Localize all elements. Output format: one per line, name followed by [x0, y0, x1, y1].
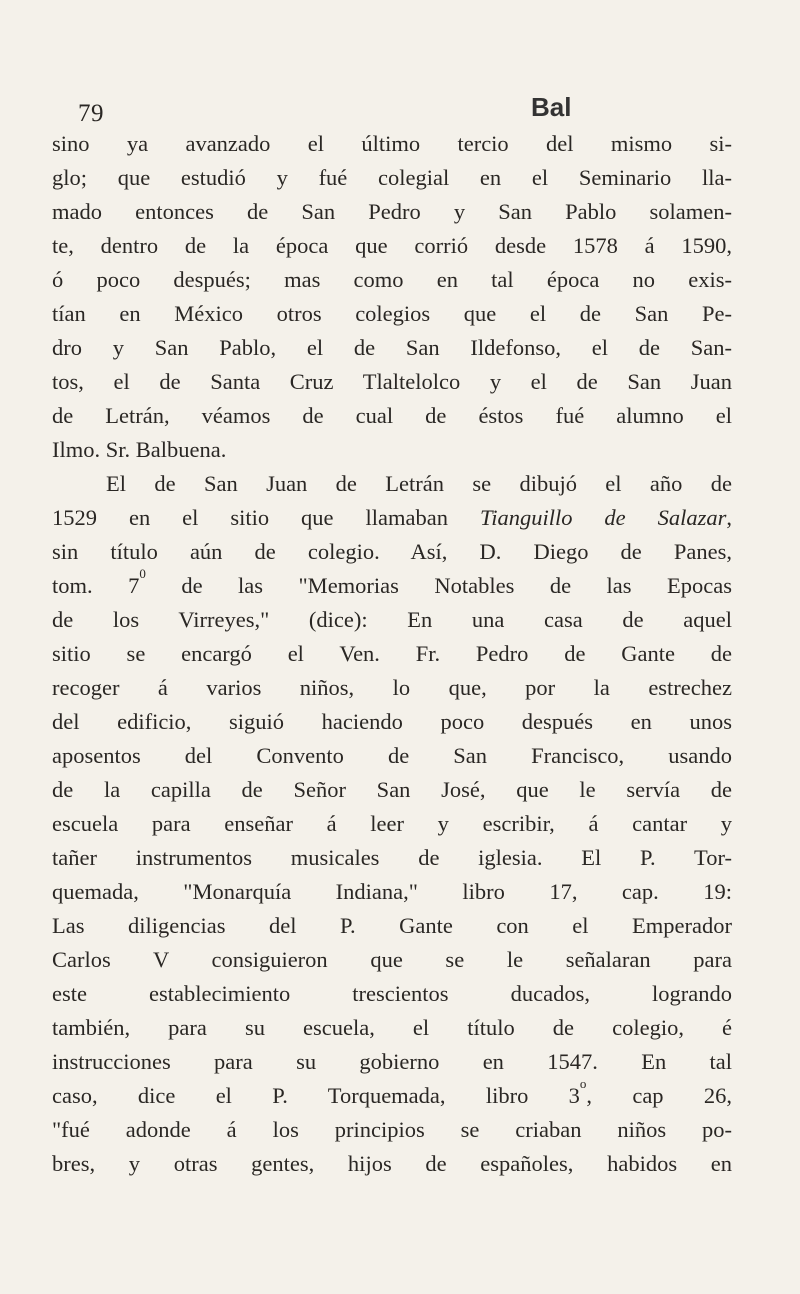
superscript: o: [579, 1076, 587, 1091]
text-line: instrucciones para su gobierno en 1547. En tal: [52, 1049, 732, 1074]
text-line: bres, y otras gentes, hijos de españoles, habidos en: [52, 1151, 732, 1176]
text-line: sino ya avanzado el último tercio del mismo si-: [52, 131, 732, 156]
text-line: mado entonces de San Pedro y San Pablo solamen-: [52, 199, 732, 224]
text-line: te, dentro de la época que corrió desde 1578 á 1590,: [52, 233, 732, 258]
text-line: El de San Juan de Letrán se dibujó el año de: [106, 471, 732, 496]
text-line: "fué adonde á los principios se criaban niños po-: [52, 1117, 732, 1142]
text-line: Carlos V consiguieron que se le señalaran para: [52, 947, 732, 972]
text-run: , cap 26,: [586, 1083, 732, 1108]
text-line: sitio se encargó el Ven. Fr. Pedro de Gante de: [52, 641, 732, 666]
text-line: de los Virreyes," (dice): En una casa de aquel: [52, 607, 732, 632]
text-run: tom. 7: [52, 573, 140, 598]
superscript: 0: [139, 566, 146, 581]
text-line: también, para su escuela, el título de colegio, é: [52, 1015, 732, 1040]
text-line: [52, 566, 732, 603]
page-number: 79: [78, 100, 104, 127]
text-line: de la capilla de Señor San José, que le servía de: [52, 777, 732, 802]
text-run: de las "Memorias Notables de las Epocas: [145, 573, 732, 598]
text-line: sin título aún de colegio. Así, D. Diego de Panes,: [52, 539, 732, 564]
text-run: 1529 en el sitio que llamaban: [52, 505, 480, 530]
text-line: ó poco después; mas como en tal época no exis-: [52, 267, 732, 292]
text-line: recoger á varios niños, lo que, por la estrechez: [52, 675, 732, 700]
body-text: [52, 127, 732, 1181]
text-line: tían en México otros colegios que el de San Pe-: [52, 301, 732, 326]
text-line: [52, 1076, 732, 1113]
text-line: tañer instrumentos musicales de iglesia. El P. Tor-: [52, 845, 732, 870]
text-line: tos, el de Santa Cruz Tlaltelolco y el de San Juan: [52, 369, 732, 394]
text-line: este establecimiento trescientos ducados, logrando: [52, 981, 732, 1006]
text-line: del edificio, siguió haciendo poco después en unos: [52, 709, 732, 734]
text-line: de Letrán, véamos de cual de éstos fué alumno el: [52, 403, 732, 428]
italic-place-name: Tianguillo de Salazar: [479, 505, 727, 530]
text-line: escuela para enseñar á leer y escribir, á cantar y: [52, 811, 732, 836]
text-run: caso, dice el P. Torquemada, libro 3: [52, 1083, 580, 1108]
running-head: Bal: [531, 92, 572, 122]
text-line: aposentos del Convento de San Francisco, usando: [52, 743, 732, 768]
text-line: [52, 501, 732, 535]
text-line: glo; que estudió y fué colegial en el Seminario lla-: [52, 165, 732, 190]
text-line: Ilmo. Sr. Balbuena.: [52, 437, 227, 462]
text-run: ,: [726, 505, 733, 530]
text-line: quemada, "Monarquía Indiana," libro 17, cap. 19:: [52, 879, 732, 904]
text-line: Las diligencias del P. Gante con el Emperador: [52, 913, 732, 938]
text-line: dro y San Pablo, el de San Ildefonso, el de San-: [52, 335, 732, 360]
